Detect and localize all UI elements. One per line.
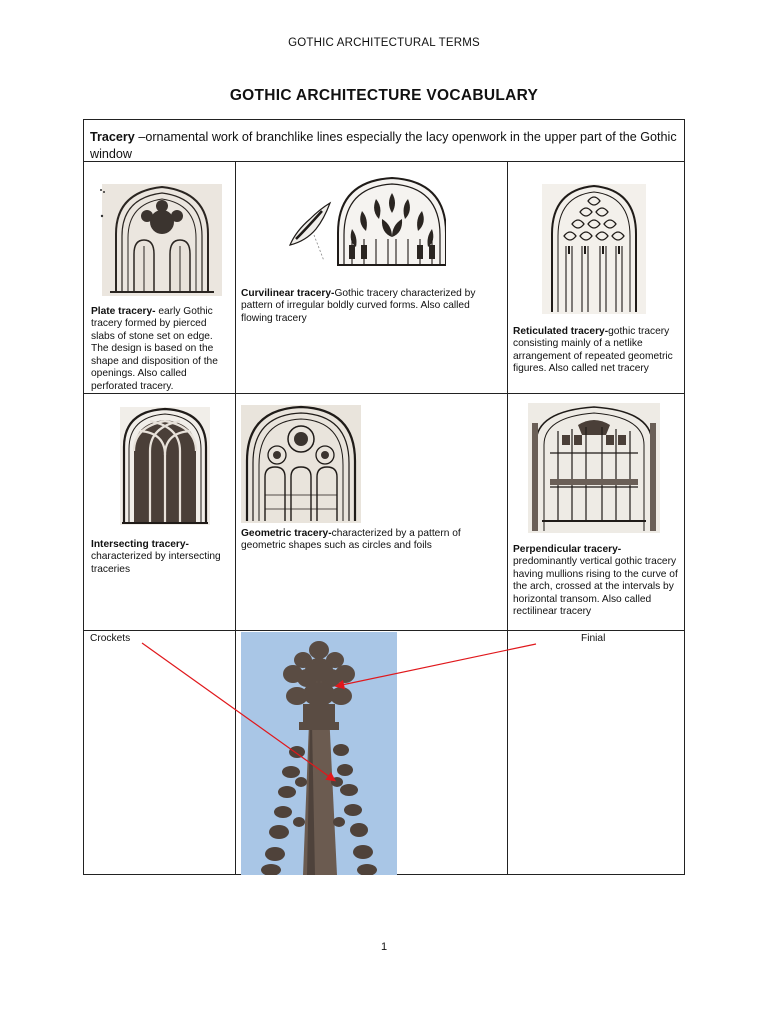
page-title: GOTHIC ARCHITECTURE VOCABULARY [229, 87, 539, 104]
finial-label: Finial [581, 633, 606, 644]
term-label: Reticulated tracery- [513, 326, 609, 337]
term-label: Intersecting tracery- [91, 539, 189, 550]
term-definition: characterized by intersecting traceries [91, 551, 221, 575]
term-definition: Gothic tracery characterized by pattern of irregular boldly curved forms. Also called flowing tracery [241, 288, 476, 324]
running-header: GOTHIC ARCHITECTURAL TERMS [288, 37, 480, 49]
term-label: Geometric tracery- [241, 528, 332, 539]
term-definition: early Gothic tracery formed by pierced slabs of stone set on edge. The design is based on the shape and disposition of the openings. Also called perforated tracery. [91, 306, 218, 392]
crockets-arrow [142, 643, 334, 780]
finial-arrow [337, 644, 536, 686]
annotation-arrows [84, 120, 686, 876]
intro-definition: –ornamental work of branchlike lines especially the lacy openwork in the upper part of the Gothic window [90, 130, 677, 161]
crockets-label: Crockets [90, 633, 131, 644]
term-definition: characterized by a pattern of geometric shapes such as circles and foils [241, 528, 461, 552]
term-label: Perpendicular tracery- [513, 544, 622, 555]
term-definition: predominantly vertical gothic tracery having mullions rising to the curve of the arch, crossed at the intervals by horizontal transom. Also called rectilinear tracery [513, 556, 678, 618]
term-definition: gothic tracery consisting mainly of a netlike arrangement of repeated geometric figures. Also called net tracery [513, 326, 673, 375]
vocabulary-table [83, 119, 685, 875]
page-number: 1 [380, 941, 388, 953]
term-label: Curvilinear tracery- [241, 288, 335, 299]
term-label: Plate tracery- [91, 306, 156, 317]
intro-term: Tracery [90, 130, 135, 144]
